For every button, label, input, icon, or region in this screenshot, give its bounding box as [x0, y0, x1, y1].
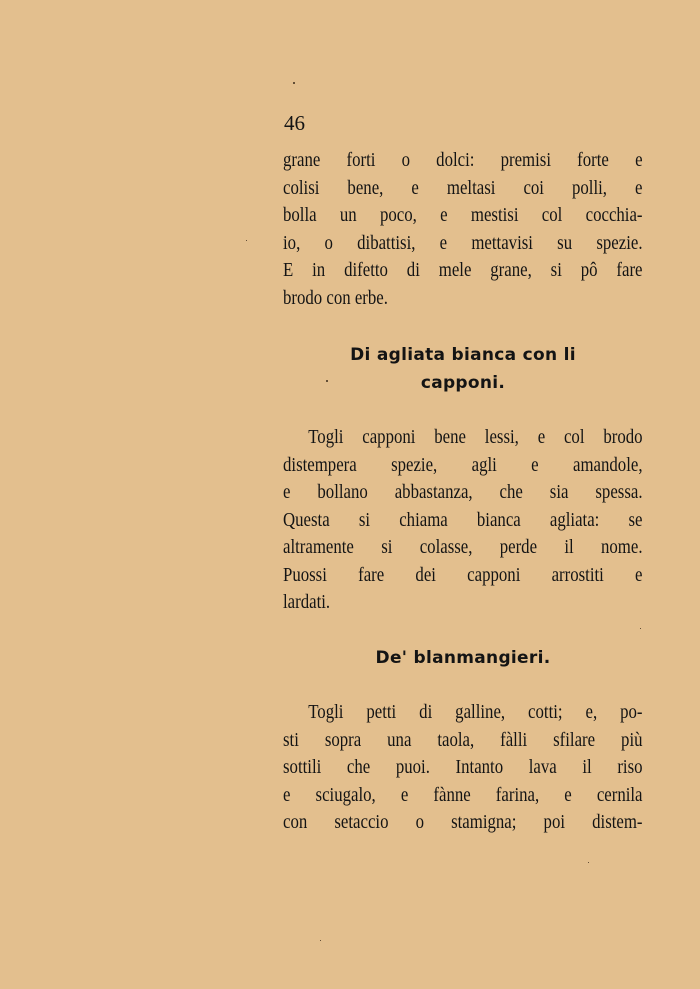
text-line: bolla un poco, e mestisi col cocchia-	[283, 204, 643, 226]
print-speck	[246, 240, 247, 241]
paragraph-blanmangieri	[283, 699, 643, 837]
text-line: altramente si colasse, perde il nome.	[283, 536, 643, 558]
text-line: distempera spezie, agli e amandole,	[283, 453, 643, 476]
recipe-heading-agliata	[283, 341, 643, 397]
text-line: E in difetto di mele grane, si pô fare	[283, 259, 643, 281]
text-line: sti sopra una taola, fàlli sfilare più	[283, 728, 643, 751]
text-line: lardati.	[283, 591, 331, 613]
print-speck	[293, 82, 295, 84]
heading-line: capponi.	[420, 373, 506, 393]
text-line: Questa si chiama bianca agliata: se	[283, 508, 643, 531]
text-line: Togli petti di galline, cotti; e, po-	[308, 701, 643, 723]
paragraph-intro	[283, 147, 643, 312]
heading-line: De' blanmangieri.	[375, 648, 551, 668]
text-line: io, o dibattisi, e mettavisi su spezie.	[283, 231, 643, 254]
text-line: e bollano abbastanza, che sia spessa.	[283, 481, 643, 503]
text-line: e sciugalo, e fànne farina, e cernila	[283, 783, 643, 806]
recipe-heading-blanmangieri	[283, 644, 643, 672]
heading-line: Di agliata bianca con li	[350, 345, 576, 365]
print-speck	[320, 940, 321, 941]
text-line: brodo con erbe.	[283, 286, 388, 309]
print-speck	[326, 380, 328, 382]
paragraph-agliata	[283, 424, 643, 617]
text-line: Togli capponi bene lessi, e col brodo	[308, 426, 643, 448]
text-line: colisi bene, e meltasi coi polli, e	[283, 176, 643, 199]
text-line: sottili che puoi. Intanto lava il riso	[283, 756, 643, 778]
text-line: grane forti o dolci: premisi forte e	[283, 149, 643, 171]
print-speck	[588, 862, 589, 863]
page-number: 46	[284, 111, 305, 135]
print-speck	[640, 628, 641, 629]
text-line: Puossi fare dei capponi arrostiti e	[283, 563, 643, 586]
text-line: con setaccio o stamigna; poi distem-	[283, 811, 643, 833]
